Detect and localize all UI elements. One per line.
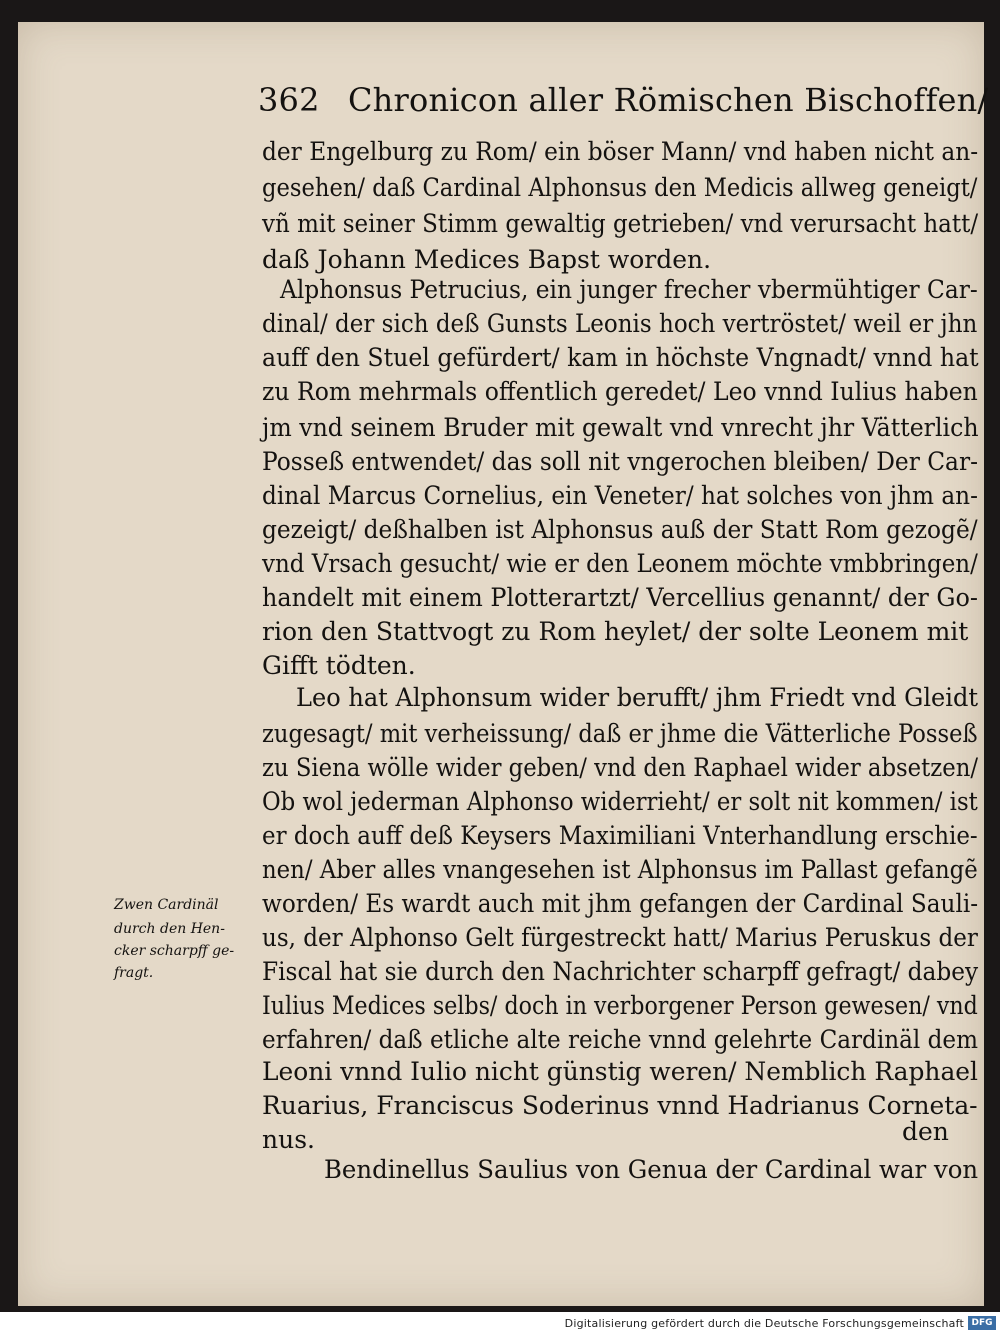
text-line: gesehen/ daß Cardinal Alphonsus den Medicis allweg geneigt/: [262, 173, 978, 202]
marginal-note-line: cker scharpff ge-: [114, 943, 235, 959]
text-line: nen/ Aber alles vnangesehen ist Alphonsus im Pallast gefangẽ: [262, 855, 978, 884]
text-line: daß Johann Medices Bapst worden.: [262, 245, 712, 274]
text-line: us, der Alphonso Gelt fürgestreckt hatt/ Marius Peruskus der: [262, 923, 978, 952]
text-line: dinal/ der sich deß Gunsts Leonis hoch vertröstet/ weil er jhn: [262, 309, 978, 338]
text-line: der Engelburg zu Rom/ ein böser Mann/ vnd haben nicht an-: [262, 137, 979, 166]
footer-credit: Digitalisierung gefördert durch die Deutsche Forschungsgemeinschaft: [564, 1317, 964, 1330]
marginal-note-line: durch den Hen-: [114, 921, 225, 937]
text-line: worden/ Es wardt auch mit jhm gefangen der Cardinal Sauli-: [262, 889, 979, 918]
text-line: jm vnd seinem Bruder mit gewalt vnd vnrecht jhr Vätterlich: [262, 413, 979, 442]
text-line: er doch auff deß Keysers Maximiliani Vnterhandlung erschie-: [262, 821, 978, 850]
running-title: Chronicon aller Römischen Bischoffen/: [348, 81, 989, 119]
text-line: auff den Stuel gefürdert/ kam in höchste Vngnadt/ vnnd hat: [262, 343, 979, 372]
text-line: Iulius Medices selbs/ doch in verborgener Person gewesen/ vnd: [262, 991, 978, 1020]
text-line: Gifft tödten.: [262, 651, 416, 680]
text-line: gezeigt/ deßhalben ist Alphonsus auß der Statt Rom gezogẽ/: [262, 515, 978, 544]
text-line: rion den Stattvogt zu Rom heylet/ der solte Leonem mit: [262, 617, 969, 646]
text-line: Posseß entwendet/ das soll nit vngerochen bleiben/ Der Car-: [262, 447, 978, 476]
text-line: zu Siena wölle wider geben/ vnd den Raphael wider absetzen/: [262, 753, 978, 782]
text-line: Leo hat Alphonsum wider berufft/ jhm Friedt vnd Gleidt: [296, 683, 979, 712]
text-line: erfahren/ daß etliche alte reiche vnnd gelehrte Cardinäl dem: [262, 1025, 978, 1054]
text-line: zugesagt/ mit verheissung/ daß er jhme die Vätterliche Posseß: [262, 719, 978, 748]
text-line: Ruarius, Franciscus Soderinus vnnd Hadrianus Corneta-: [262, 1091, 978, 1120]
page-number: 362: [258, 81, 320, 119]
book-page: [18, 22, 989, 1306]
text-line: vnd Vrsach gesucht/ wie er den Leonem möchte vmbbringen/: [262, 549, 978, 578]
text-line: Fiscal hat sie durch den Nachrichter scharpff gefragt/ dabey: [262, 957, 979, 986]
catchword: den: [902, 1117, 949, 1146]
text-line: Bendinellus Saulius von Genua der Cardinal war von: [324, 1155, 979, 1184]
text-line: Leoni vnnd Iulio nicht günstig weren/ Nemblich Raphael: [262, 1057, 979, 1086]
text-line: zu Rom mehrmals offentlich geredet/ Leo vnnd Iulius haben: [262, 377, 978, 406]
marginal-note-line: Zwen Cardinäl: [114, 897, 219, 913]
text-line: dinal Marcus Cornelius, ein Veneter/ hat solches von jhm an-: [262, 481, 978, 510]
dfg-logo-icon: DFG: [968, 1316, 996, 1330]
text-line: Ob wol jederman Alphonso widerrieht/ er solt nit kommen/ ist: [262, 787, 978, 816]
text-line: nus.: [262, 1125, 315, 1154]
text-line: Alphonsus Petrucius, ein junger frecher vbermühtiger Car-: [280, 275, 978, 304]
text-line: vñ mit seiner Stimm gewaltig getrieben/ vnd verursacht hatt/: [262, 209, 979, 238]
marginal-note-line: fragt.: [114, 965, 154, 981]
text-line: handelt mit einem Plotterartzt/ Vercellius genannt/ der Go-: [262, 583, 978, 612]
footer-bar: [0, 1312, 1000, 1336]
